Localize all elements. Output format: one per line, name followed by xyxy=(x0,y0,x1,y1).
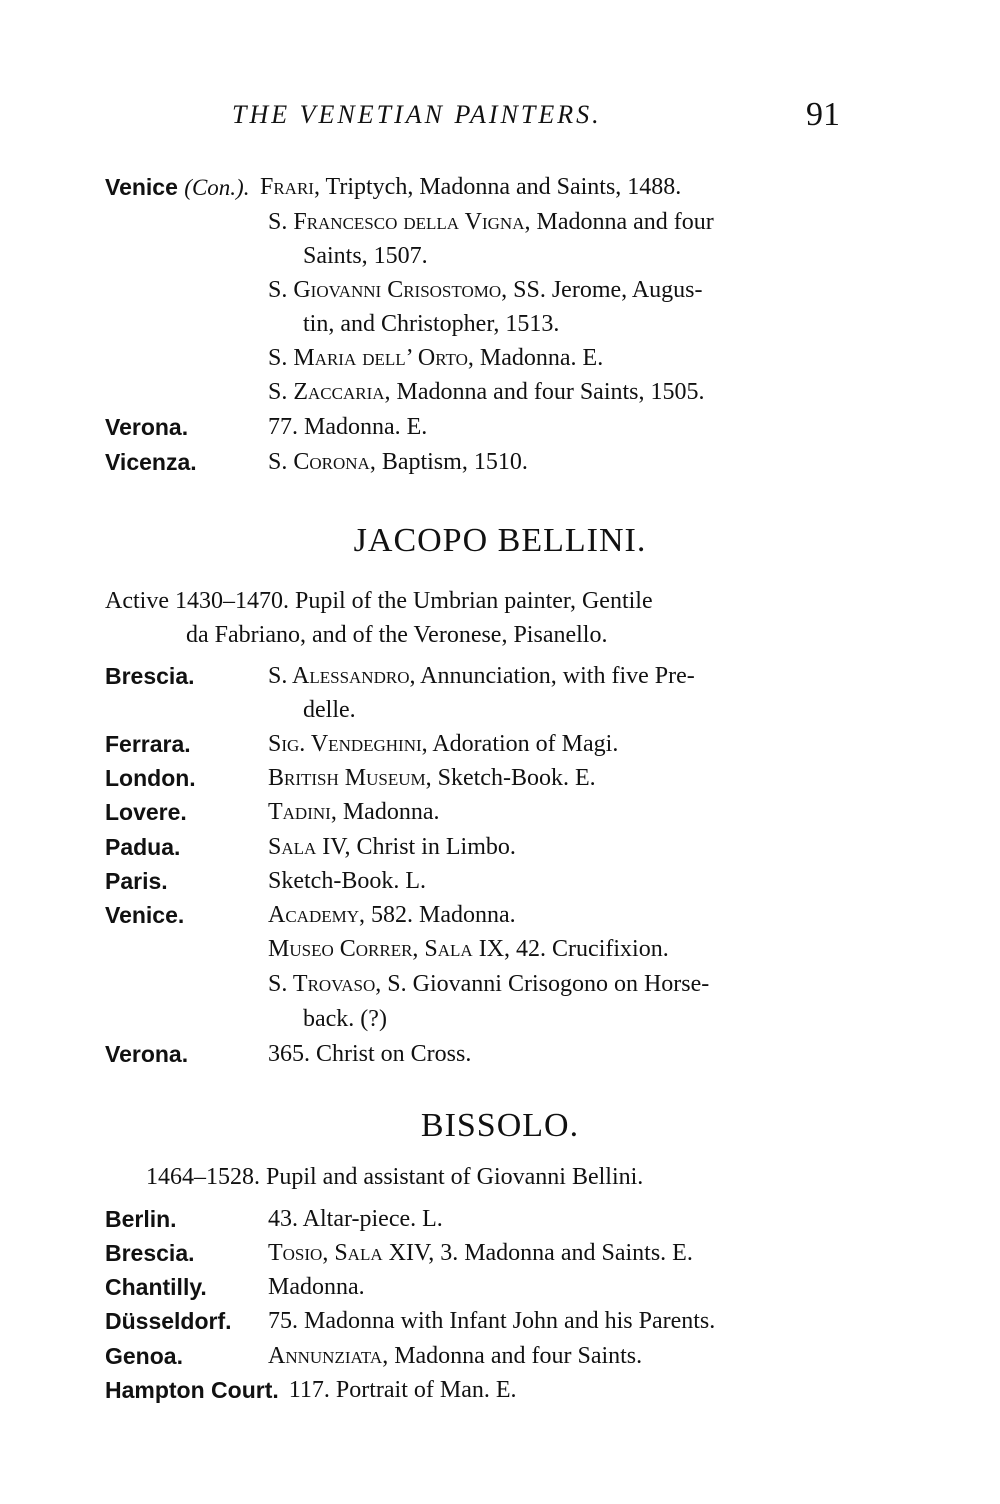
list-item xyxy=(0,1037,1000,1071)
bio-line: Active 1430–1470. Pupil of the Umbrian painter, Gentile xyxy=(105,588,653,614)
running-title: THE VENETIAN PAINTERS. xyxy=(232,100,602,129)
list-item xyxy=(0,1304,1000,1338)
list-item xyxy=(0,659,1000,693)
place-name: Ferrara. xyxy=(105,731,191,757)
entry-text: Frari, Triptych, Madonna and Saints, 1488. xyxy=(260,174,682,200)
entry-text: tin, and Christopher, 1513. xyxy=(303,311,560,337)
bio-line: 1464–1528. Pupil and assistant of Giovanni Bellini. xyxy=(146,1164,644,1190)
entry-text: S. Zaccaria, Madonna and four Saints, 1505. xyxy=(268,379,705,405)
entry-text: Museo Correr, Sala IX, 42. Crucifixion. xyxy=(268,936,669,962)
list-item xyxy=(0,864,1000,898)
entry-text: 365. Christ on Cross. xyxy=(268,1041,472,1067)
list-item xyxy=(0,830,1000,864)
entry-text: S. Trovaso, S. Giovanni Crisogono on Horse- xyxy=(268,971,710,997)
list-item xyxy=(0,761,1000,795)
place-name: Lovere. xyxy=(105,799,187,825)
place-name: Vicenza. xyxy=(105,449,197,475)
list-item xyxy=(0,445,1000,479)
list-item xyxy=(0,898,1000,932)
place-name: Verona. xyxy=(105,1041,189,1067)
list-item xyxy=(0,239,1000,273)
entry-text: 117. Portrait of Man. E. xyxy=(288,1377,517,1403)
place-name: Brescia. xyxy=(105,1240,195,1266)
place-name: Verona. xyxy=(105,414,189,440)
page-number: 91 xyxy=(806,96,840,133)
page-header xyxy=(0,96,1000,140)
list-item xyxy=(0,727,1000,761)
list-item xyxy=(0,1202,1000,1236)
section-title-bissolo: BISSOLO. xyxy=(420,1107,580,1144)
entry-text: Sketch-Book. L. xyxy=(268,868,426,894)
list-item xyxy=(0,693,1000,727)
entry-text: Tosio, Sala XIV, 3. Madonna and Saints. E. xyxy=(268,1240,693,1266)
place-name: Hampton Court. xyxy=(105,1377,279,1403)
entry-text: S. Giovanni Crisostomo, SS. Jerome, Augus- xyxy=(268,277,703,303)
list-item xyxy=(0,1002,1000,1036)
list-item xyxy=(0,273,1000,307)
entry-text: 77. Madonna. E. xyxy=(268,414,428,440)
place-name: Genoa. xyxy=(105,1343,183,1369)
list-item xyxy=(0,410,1000,444)
place-name: Paris. xyxy=(105,868,168,894)
place-name: Venice (Con.). xyxy=(105,174,250,200)
list-item xyxy=(0,795,1000,829)
entry-text: British Museum, Sketch-Book. E. xyxy=(268,765,596,791)
list-item xyxy=(0,1373,1000,1407)
list-item xyxy=(0,170,1000,204)
entry-text: Madonna. xyxy=(268,1274,365,1300)
entry-text: Annunziata, Madonna and four Saints. xyxy=(268,1343,643,1369)
place-name: Düsseldorf. xyxy=(105,1308,232,1334)
entry-text: back. (?) xyxy=(303,1006,387,1032)
place-name: Berlin. xyxy=(105,1206,177,1232)
list-item xyxy=(0,932,1000,966)
list-item xyxy=(0,1270,1000,1304)
list-item xyxy=(0,341,1000,375)
entry-text: S. Corona, Baptism, 1510. xyxy=(268,449,528,475)
entry-text: Sig. Vendeghini, Adoration of Magi. xyxy=(268,731,619,757)
list-item xyxy=(0,375,1000,409)
entry-text: Saints, 1507. xyxy=(303,243,428,269)
entry-text: Tadini, Madonna. xyxy=(268,799,440,825)
list-item xyxy=(0,1236,1000,1270)
entry-text: S. Francesco della Vigna, Madonna and four xyxy=(268,209,714,235)
place-name: Venice. xyxy=(105,902,185,928)
list-item xyxy=(0,205,1000,239)
place-name: Brescia. xyxy=(105,663,195,689)
list-item xyxy=(0,967,1000,1001)
entry-text: Academy, 582. Madonna. xyxy=(268,902,516,928)
list-item xyxy=(0,307,1000,341)
entry-text: S. Maria dell’ Orto, Madonna. E. xyxy=(268,345,604,371)
entry-text: 43. Altar-piece. L. xyxy=(268,1206,443,1232)
bio-line: da Fabriano, and of the Veronese, Pisanello. xyxy=(186,622,608,648)
entry-text: S. Alessandro, Annunciation, with five Pre- xyxy=(268,663,695,689)
entry-text: 75. Madonna with Infant John and his Parents. xyxy=(268,1308,716,1334)
place-name: Chantilly. xyxy=(105,1274,207,1300)
entry-text: Sala IV, Christ in Limbo. xyxy=(268,834,516,860)
section-title-jacopo-bellini: JACOPO BELLINI. xyxy=(353,522,647,559)
place-name: London. xyxy=(105,765,196,791)
list-item xyxy=(0,1339,1000,1373)
place-name: Padua. xyxy=(105,834,181,860)
entry-text: delle. xyxy=(303,697,356,723)
